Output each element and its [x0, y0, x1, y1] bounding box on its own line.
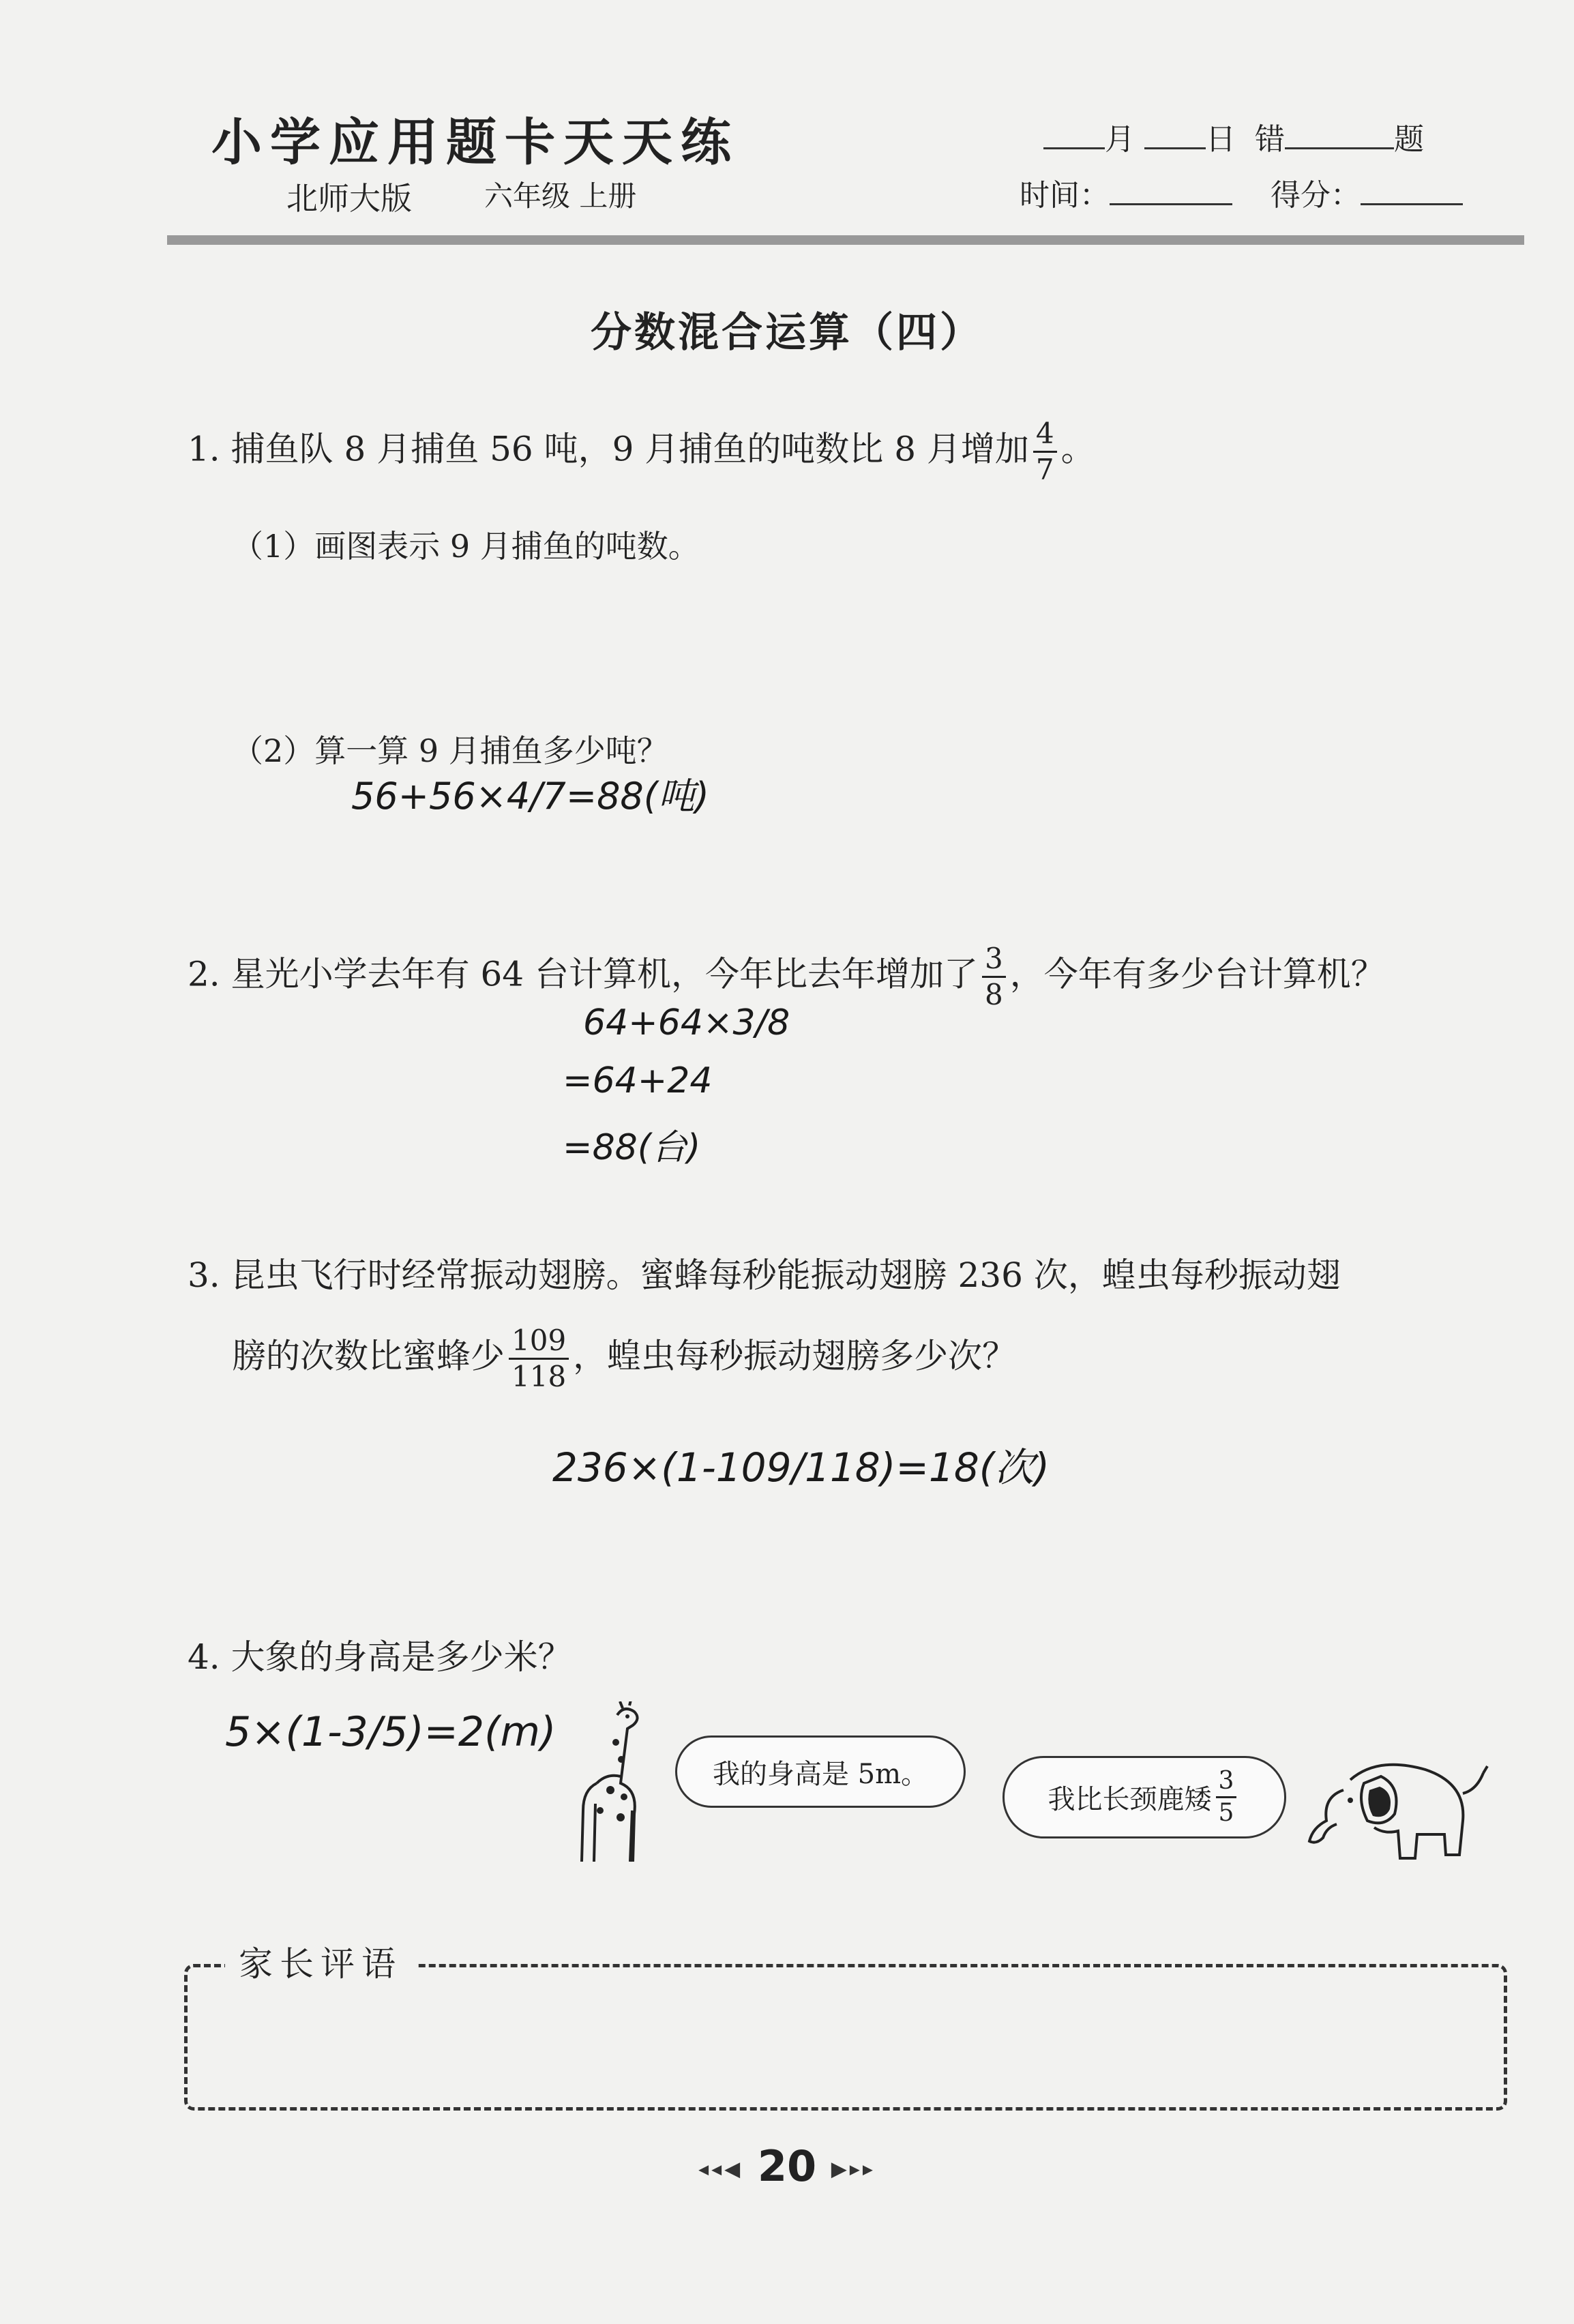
page-number-footer: [0, 2141, 1574, 2191]
score-blank[interactable]: [1361, 176, 1463, 205]
error-label: 错: [1254, 122, 1285, 157]
question-4-answer: 5×(1-3/5)=2(m): [225, 1708, 556, 1756]
question-1: 1. 捕鱼队 8 月捕鱼 56 吨，9 月捕鱼的吨数比 8 月增加 $\frac{4}{7}$ 。: [188, 417, 1095, 486]
day-blank[interactable]: [1144, 120, 1206, 149]
parent-comment-box[interactable]: [184, 1964, 1507, 2111]
page-number: 20: [757, 2141, 817, 2191]
question-2-answer-line-1: 64+64×3/8: [583, 1002, 790, 1043]
day-label: 日: [1206, 122, 1236, 157]
question-2-answer-line-3: =88(台): [563, 1127, 701, 1168]
question-label: 题: [1393, 122, 1424, 157]
month-blank[interactable]: [1043, 120, 1105, 149]
right-arrows-icon: ▶▸▸: [831, 2157, 876, 2181]
question-3-line-2: 膀的次数比蜜蜂少 $\frac{109}{118}$ ，蝗虫每秒振动翅膀多少次？: [232, 1324, 1017, 1393]
elephant-speech-bubble: 我比长颈鹿矮 $\frac{3}{5}$: [1003, 1756, 1286, 1838]
question-4: 4. 大象的身高是多少米？: [188, 1637, 572, 1677]
question-3-line-1: 3. 昆虫飞行时经常振动翅膀。蜜蜂每秒能振动翅膀 236 次，蝗虫每秒振动翅: [188, 1255, 1341, 1295]
time-score-line: [1020, 170, 1463, 214]
book-title: 小学应用题卡天天练: [211, 113, 739, 172]
giraffe-illustration: [556, 1701, 651, 1868]
question-1-text: 1. 捕鱼队 8 月捕鱼 56 吨，9 月捕鱼的吨数比 8 月增加: [188, 429, 1029, 469]
giraffe-speech-bubble: 我的身高是 5m。: [675, 1735, 966, 1808]
question-1-sub2: （2）算一算 9 月捕鱼多少吨？: [232, 732, 668, 769]
question-2: 2. 星光小学去年有 64 台计算机，今年比去年增加了 $\frac{3}{8}$ ，今年有多少台计算机？: [188, 942, 1385, 1011]
fraction: $\frac{3}{5}$: [1216, 1769, 1237, 1826]
month-label: 月: [1105, 122, 1135, 157]
grade-label: 六年级 上册: [484, 179, 637, 213]
question-1-sub1: （1）画图表示 9 月捕鱼的吨数。: [232, 528, 700, 565]
time-label: 时间：: [1020, 178, 1110, 213]
question-3-answer: 236×(1-109/118)=18(次): [552, 1444, 1050, 1491]
elephant-illustration: [1303, 1753, 1500, 1862]
question-1-answer: 56+56×4/7=88(吨): [351, 775, 709, 818]
fraction: $\frac{3}{8}$: [982, 944, 1006, 1009]
fraction: $\frac{109}{118}$: [509, 1326, 569, 1391]
time-blank[interactable]: [1110, 176, 1232, 205]
parent-comment-label: 家长评语: [225, 1937, 416, 1986]
score-label: 得分：: [1270, 178, 1361, 213]
date-error-line: [1043, 115, 1424, 158]
question-2-text: 2. 星光小学去年有 64 台计算机，今年比去年增加了: [188, 954, 979, 994]
section-title: 分数混合运算（四）: [591, 309, 983, 357]
fraction: $\frac{4}{7}$: [1033, 419, 1057, 484]
edition-label: 北师大版: [286, 180, 412, 217]
question-2-answer-line-2: =64+24: [563, 1060, 713, 1101]
left-arrows-icon: ◂◂◀: [698, 2157, 743, 2181]
error-count-blank[interactable]: [1285, 120, 1394, 149]
header-rule: [167, 235, 1524, 245]
